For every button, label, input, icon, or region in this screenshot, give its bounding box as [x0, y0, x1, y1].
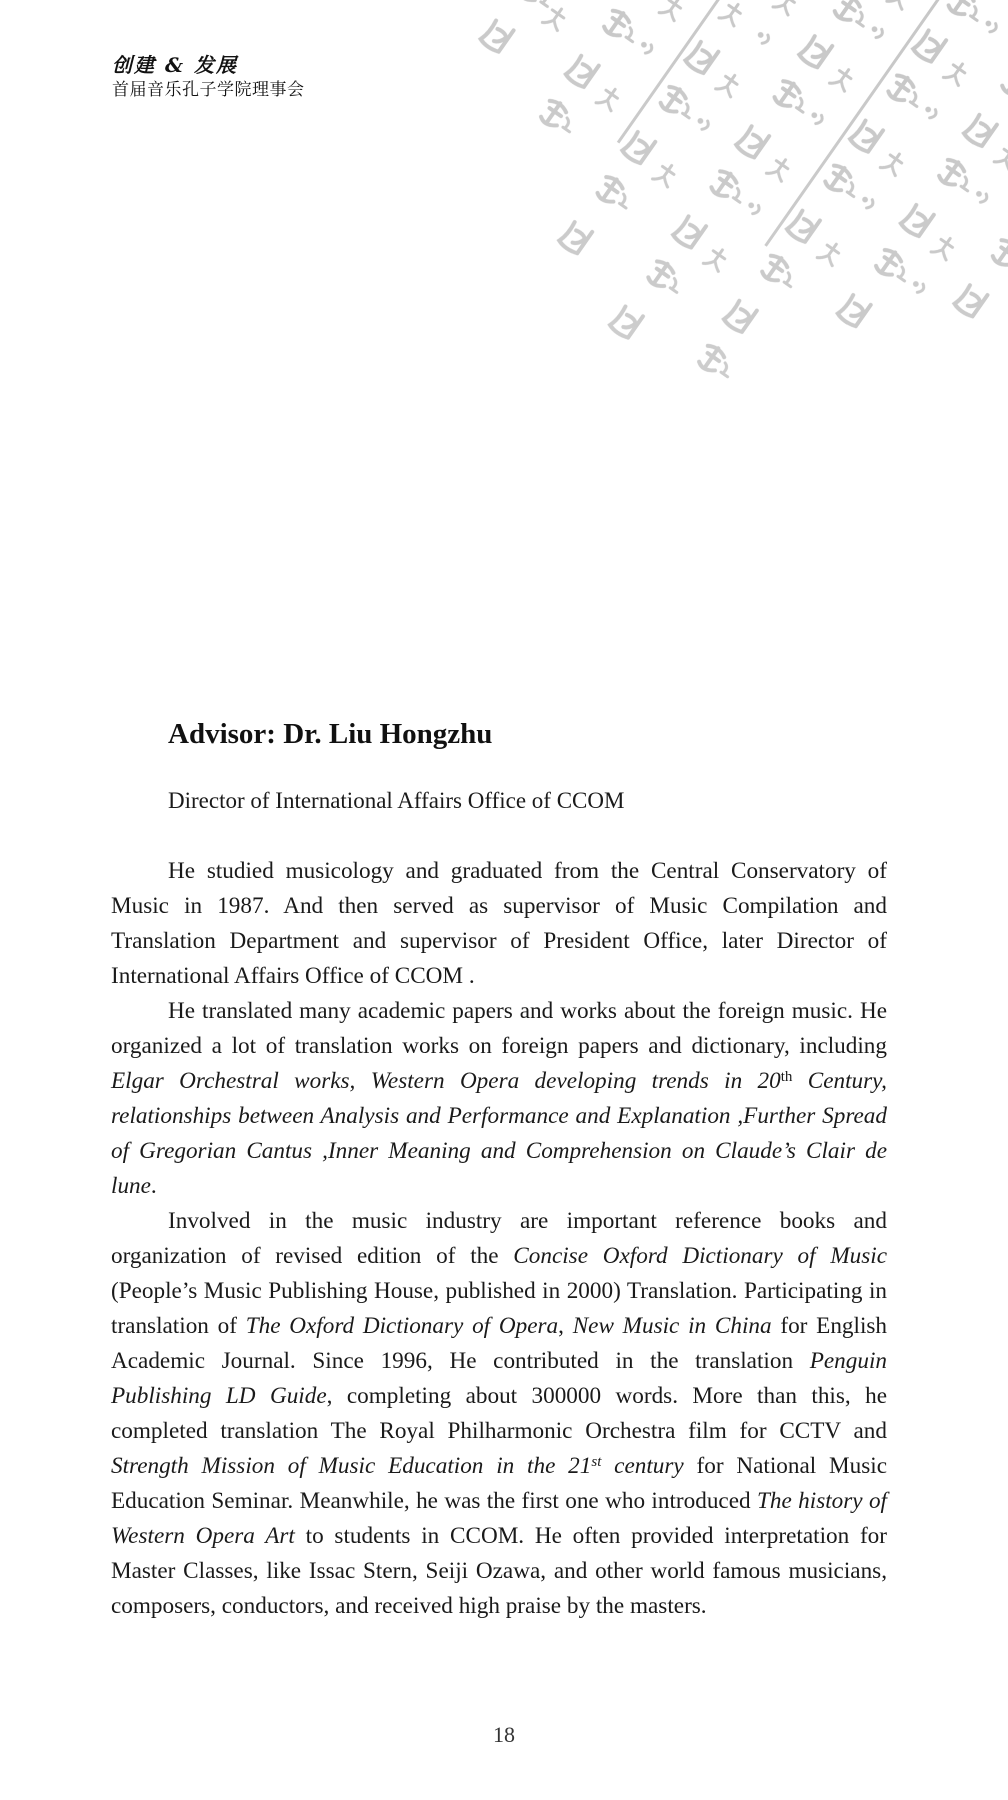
bio-paragraph-3	[111, 1204, 887, 1624]
bio-italic-title: The history of Western Opera Art	[111, 1488, 887, 1549]
bio-italic-title: Century, relationships between Analysis and Performance and Explanation ,Further Spread of Gregorian Cantus ,Inner Meaning and Comprehension on Claude’s Clair de lune	[111, 1068, 887, 1199]
bio-text: Involved in the music industry are important reference books and organization of revised edition of the	[111, 1208, 887, 1269]
bio-text: for National Music Education Seminar. Meanwhile, he was the first one who introduced	[111, 1453, 887, 1514]
bio-text: to students in CCOM. He often provided interpretation for Master Classes, like Issac Stern, Seiji Ozawa, and other world famous musicians, composers, conductors, and received high praise by the masters.	[111, 1523, 888, 1619]
bio-text: , completing about 300000 words. More than this, he completed translation The Royal Philharmonic Orchestra film for CCTV and	[111, 1383, 887, 1444]
running-header	[112, 52, 305, 102]
bio-italic-title: The Oxford Dictionary of Opera	[245, 1313, 559, 1339]
bio-superscript: st	[591, 1454, 602, 1470]
bio-italic-title: Penguin Publishing LD Guide	[111, 1348, 887, 1409]
bio-italic-title: century	[601, 1453, 684, 1479]
bio-paragraph-1	[111, 854, 887, 994]
header-subtitle: 首届音乐孔子学院理事会	[112, 80, 305, 100]
bio-superscript: th	[780, 1069, 793, 1085]
profile-role: Director of International Affairs Office of CCOM	[168, 788, 625, 813]
bio-text: for English Academic Journal. Since 1996, He contributed in the translation	[111, 1313, 888, 1374]
bio-text: He studied musicology and graduated from the Central Conservatory of Music in 1987. And then served as supervisor of Music Compilation and Translation Department and supervisor of President Office, later Director of International Affairs Office of CCOM .	[111, 858, 887, 989]
bio-italic-title: Elgar Orchestral works, Western Opera developing trends in 20	[111, 1068, 781, 1094]
bio-paragraph-2	[111, 994, 887, 1204]
bio-italic-title: New Music in China	[572, 1313, 772, 1339]
bio-text: .	[150, 1173, 157, 1199]
bio-text: He translated many academic papers and works about the foreign music. He organized a lot of translation works on foreign papers and dictionary, including	[111, 998, 887, 1059]
profile-title: Advisor: Dr. Liu Hongzhu	[168, 718, 493, 750]
page-number: 18	[493, 1722, 515, 1747]
biography	[111, 854, 887, 1624]
bio-italic-title: Concise Oxford Dictionary of Music	[513, 1243, 887, 1269]
header-brand: 创建 & 发展	[112, 53, 238, 77]
bio-text: ,	[558, 1313, 573, 1339]
bio-text: (People’s Music Publishing House, published in 2000) Translation. Participating in translation of	[111, 1278, 887, 1339]
bio-italic-title: Strength Mission of Music Education in the 21	[111, 1453, 592, 1479]
